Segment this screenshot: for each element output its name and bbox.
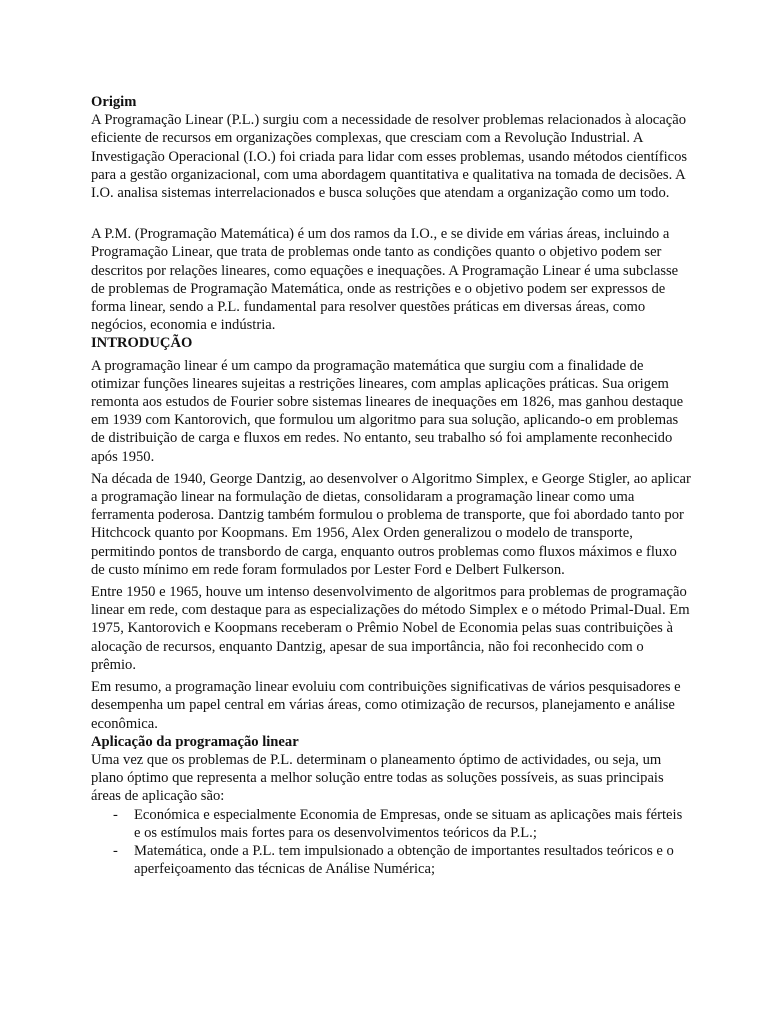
origin-paragraph-2: A P.M. (Programação Matemática) é um dos ramos da I.O., e se divide em várias áreas, incluindo a Programação Linear, que trata de problemas onde tanto as condições quanto o objetivo podem ser descritos por relações lineares, como equações e inequações. A Programação Linear é uma subclasse de problemas de Programação Matemática, onde as restrições e o objetivo podem ser expressos de forma linear, sendo a P.L. fundamental para resolver questões práticas em diversas áreas, como negócios, economia e indústria. [91,226,679,334]
application-list [91,806,691,879]
origin-paragraph-1: A Programação Linear (P.L.) surgiu com a necessidade de resolver problemas relacionados à alocação eficiente de recursos em organizações complexas, que cresciam com a Revolução Industrial. A Investigação Operacional (I.O.) foi criada para lidar com esses problemas, usando métodos científicos para a gestão organizacional, com uma abordagem quantitativa e qualitativa na tomada de decisões. A I.O. analisa sistemas interrelacionados e busca soluções que atendam a organização como um todo. [91,112,688,202]
paragraph-spacer [91,202,691,225]
application-heading: Aplicação da programação linear [91,733,299,750]
application-list-item: - Económica e especialmente Economia de Empresas, onde se situam as aplicações mais férteis e os estímulos mais fortes para os desenvolvimentos teóricos da P.L.; [91,806,691,842]
document-page [91,93,691,878]
introduction-heading: INTRODUÇÃO [91,335,193,352]
origin-heading: Origim [91,94,137,110]
introduction-paragraph-3: Entre 1950 e 1965, houve um intenso desenvolvimento de algoritmos para problemas de programação linear em rede, com destaque para as especializações do método Simplex e o método Primal-Dual. Em 1975, Kantorovich e Koopmans receberam o Prêmio Nobel de Economia pelas suas contribuições à alocação de recursos, enquanto Dantzig, apesar de sua importância, não foi reconhecido com o prêmio. [91,584,690,673]
application-intro: Uma vez que os problemas de P.L. determinam o planeamento óptimo de actividades, ou seja, um plano óptimo que representa a melhor solução entre todas as soluções possíveis, as suas principais áreas de aplicação são: [91,751,664,805]
introduction-paragraph-4: Em resumo, a programação linear evoluiu com contribuições significativas de vários pesquisadores e desempenha um papel central em várias áreas, como otimização de recursos, planejamento e análise econômica. [91,679,681,732]
introduction-paragraph-1: A programação linear é um campo da programação matemática que surgiu com a finalidade de otimizar funções lineares sujeitas a restrições lineares, com amplas aplicações práticas. Sua origem remonta aos estudos de Fourier sobre sistemas lineares de inequações em 1826, mas ganhou destaque em 1939 com Kantorovich, que formulou um algoritmo para sua solução, aplicando-o em problemas de distribuição de carga e fluxos em redes. No entanto, seu trabalho só foi amplamente reconhecido após 1950. [91,357,684,465]
introduction-paragraph-2: Na década de 1940, George Dantzig, ao desenvolver o Algoritmo Simplex, e George Stigler, ao aplicar a programação linear na formulação de dietas, consolidaram a programação linear como uma ferramenta poderosa. Dantzig também formulou o problema de transporte, que foi abordado tanto por Hitchcock quanto por Koopmans. Em 1956, Alex Orden generalizou o modelo de transporte, permitindo pontos de transbordo de carga, enquanto outros problemas como fluxos máximos e fluxo de custo mínimo em rede foram formulados por Lester Ford e Delbert Fulkerson. [91,470,691,578]
application-list-item: - Matemática, onde a P.L. tem impulsionado a obtenção de importantes resultados teóricos e o aperfeiçoamento das técnicas de Análise Numérica; [91,842,691,878]
